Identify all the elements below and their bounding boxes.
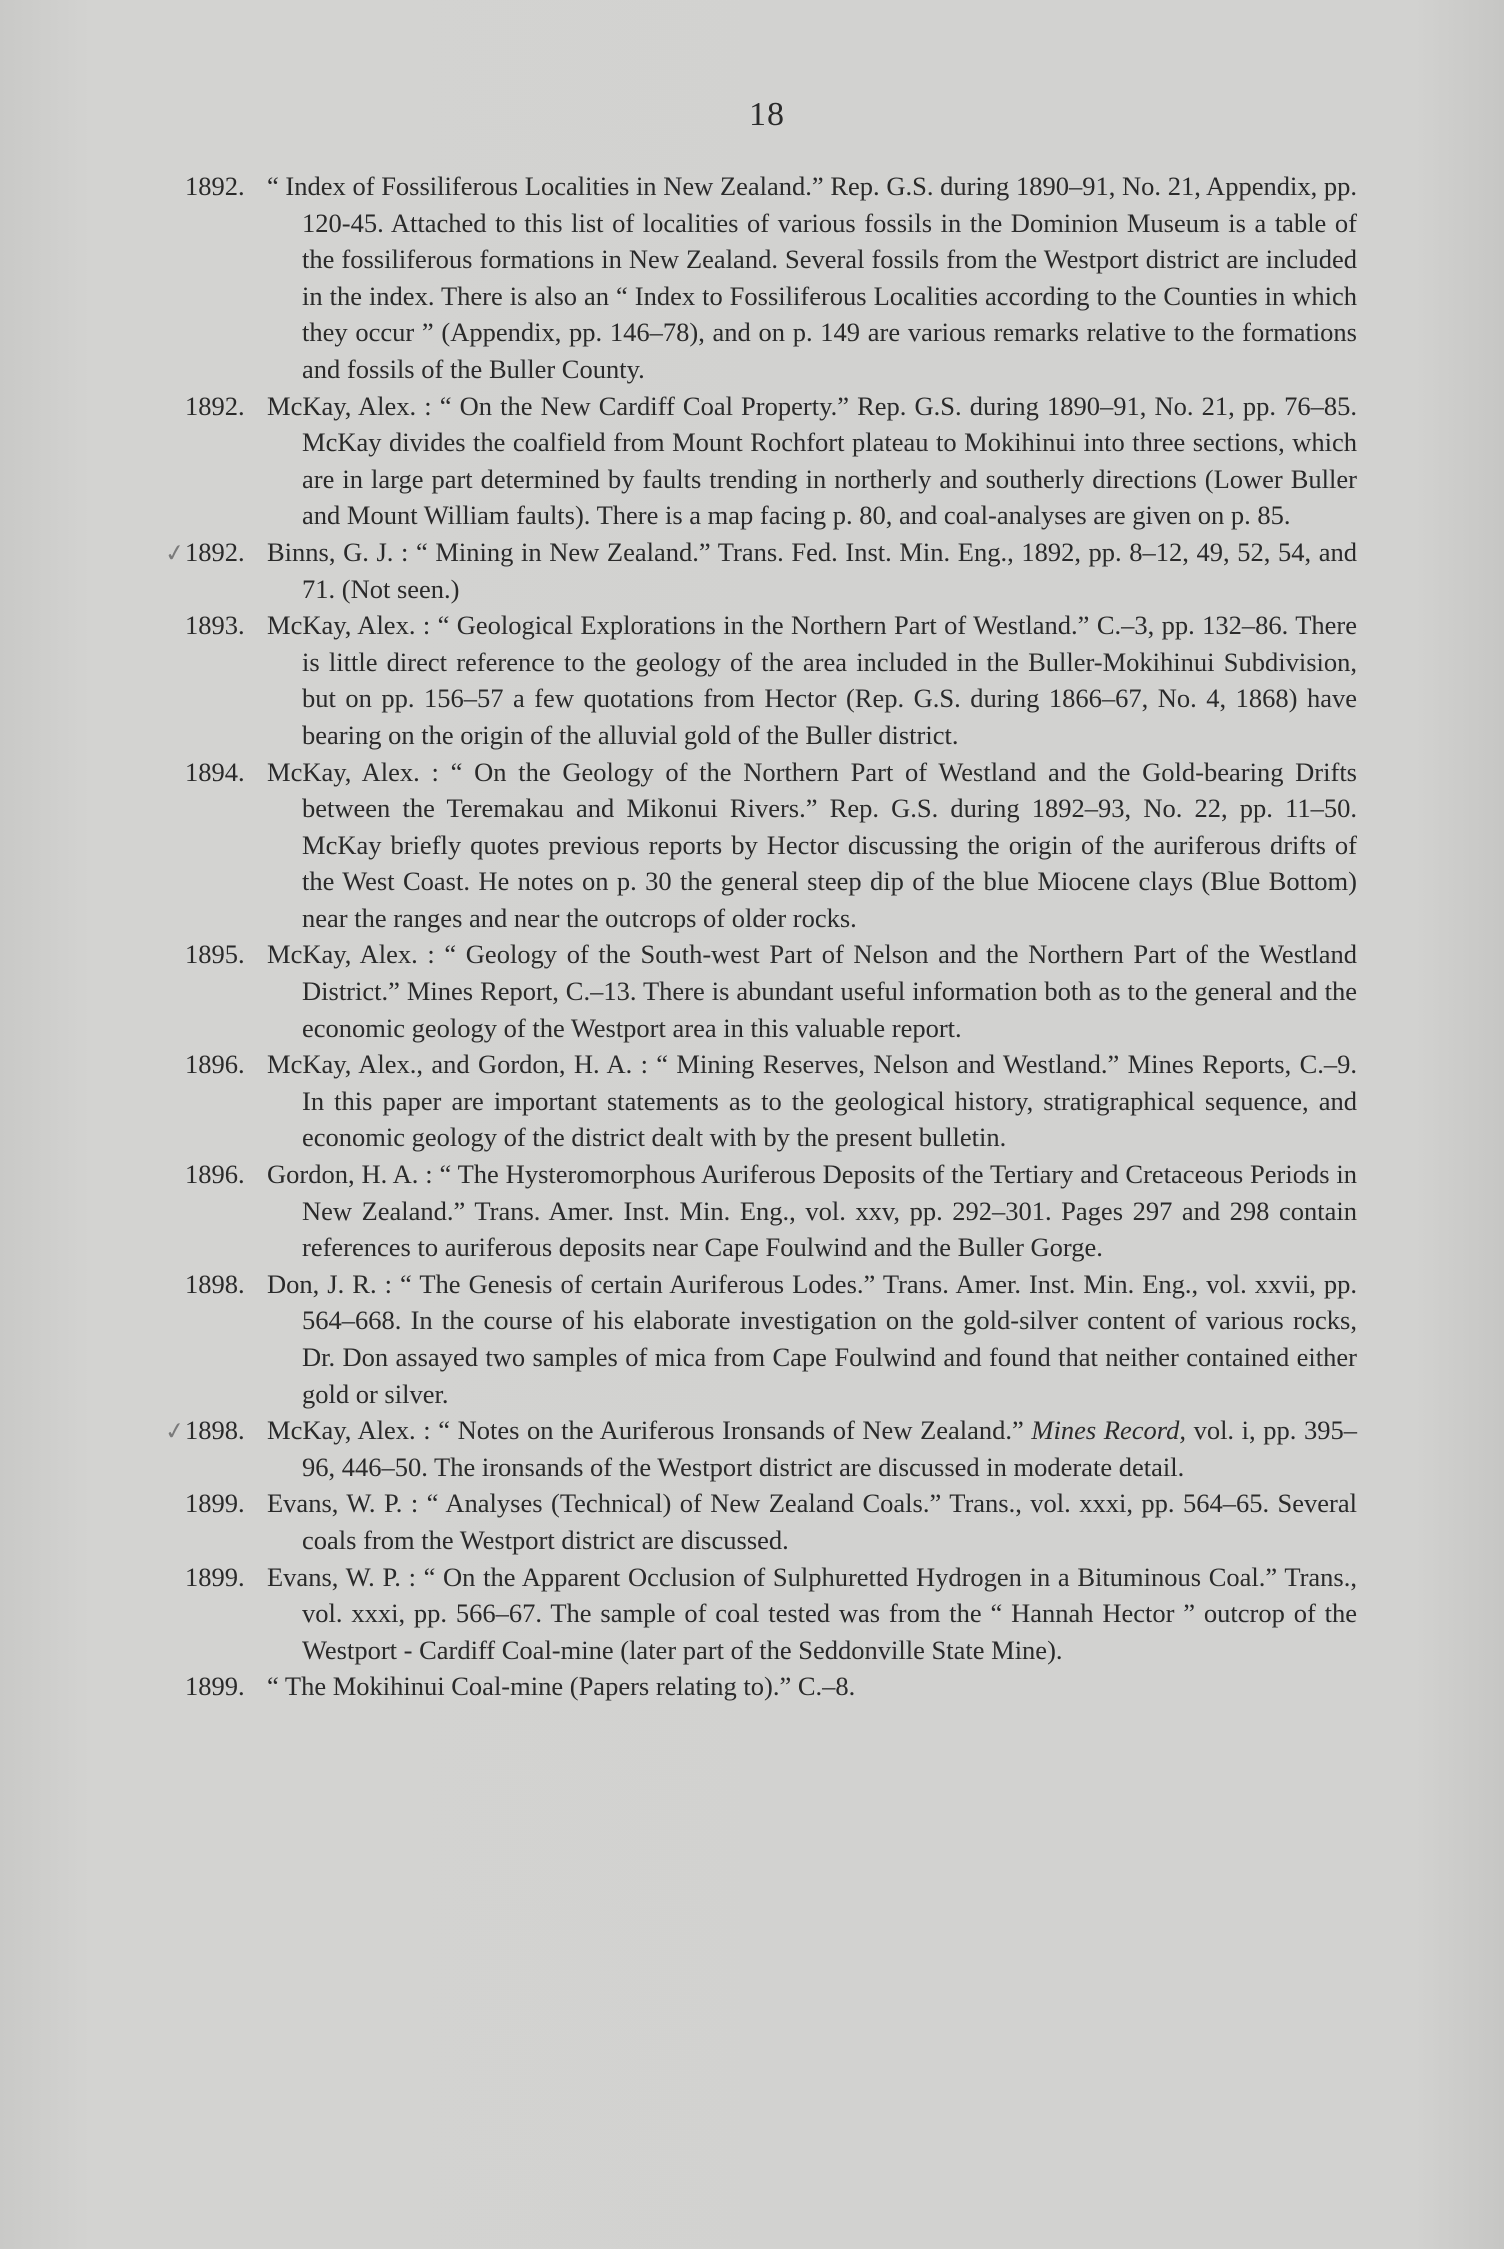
bibliography-entry [185, 1266, 1357, 1412]
entry-year: 1892. [185, 536, 245, 567]
entry-text: McKay, Alex., and Gordon, H. A. : “ Mining Reserves, Nelson and Westland.” Mines Reports, C.–9. In this paper are important statements as to the geological history, stratigraphical sequence, and economic geology of the district dealt with by the present bulletin. [267, 1049, 1357, 1153]
entry-text: McKay, Alex. : “ Geology of the South-west Part of Nelson and the Northern Part of the Westland District.” Mines Report, C.–13. There is abundant useful information both as to the general and the economic geology of the Westport area in this valuable report. [267, 939, 1357, 1043]
pencil-check-mark-icon: ✓ [163, 539, 187, 569]
entry-text: McKay, Alex. : “ On the Geology of the Northern Part of Westland and the Gold-bearing Drifts between the Teremakau and Mikonui Rivers.” Rep. G.S. during 1892–93, No. 22, pp. 11–50. McKay briefly quotes previous reports by Hector discussing the origin of the auriferous drifts of the West Coast. He notes on p. 30 the general steep dip of the blue Miocene clays (Blue Bottom) near the ranges and near the outcrops of older rocks. [267, 756, 1357, 933]
bibliography-entry [185, 1668, 1357, 1705]
bibliography-entry [185, 754, 1357, 937]
entry-year: 1898. [185, 1415, 245, 1446]
bibliography-entry [185, 607, 1357, 753]
bibliography-list [163, 168, 1357, 1705]
pencil-check-mark-icon: ✓ [163, 1417, 187, 1447]
entry-text: Don, J. R. : “ The Genesis of certain Auriferous Lodes.” Trans. Amer. Inst. Min. Eng., vol. xxvii, pp. 564–668. In the course of his elaborate investigation on the gold-silver content of various rocks, Dr. Don assayed two samples of mica from Cape Foulwind and found that neither contained either gold or silver. [267, 1268, 1357, 1409]
entry-text-before-italic: McKay, Alex. : “ Notes on the Auriferous Ironsands of New Zealand.” [267, 1415, 1032, 1446]
bibliography-entry [185, 168, 1357, 388]
entry-italic-title: Mines Record, [1031, 1415, 1186, 1446]
entry-year: 1896. [185, 1049, 245, 1080]
entry-text: Gordon, H. A. : “ The Hysteromorphous Auriferous Deposits of the Tertiary and Cretaceous Periods in New Zealand.” Trans. Amer. Inst. Min. Eng., vol. xxv, pp. 292–301. Pages 297 and 298 contain references to auriferous deposits near Cape Foulwind and the Buller Gorge. [267, 1159, 1357, 1263]
entry-year: 1894. [185, 756, 245, 787]
entry-year: 1892. [185, 390, 245, 421]
entry-year: 1899. [185, 1488, 245, 1519]
entry-text-after-italic: vol. i, pp. 395–96, 446–50. The ironsands of the Westport district are discussed in moderate detail. [302, 1415, 1357, 1482]
entry-year: 1898. [185, 1268, 245, 1299]
entry-text: Evans, W. P. : “ On the Apparent Occlusion of Sulphuretted Hydrogen in a Bituminous Coal.” Trans., vol. xxxi, pp. 566–67. The sample of coal tested was from the “ Hannah Hector ” outcrop of the Westport - Cardiff Coal-mine (later part of the Seddonville State Mine). [267, 1561, 1357, 1665]
entry-year: 1892. [185, 171, 245, 201]
bibliography-entry [185, 1559, 1357, 1669]
entry-text: McKay, Alex. : “ On the New Cardiff Coal Property.” Rep. G.S. during 1890–91, No. 21, pp. 76–85. McKay divides the coalfield from Mount Rochfort plateau to Mokihinui into three sections, which are in large part determined by faults trending in northerly and southerly directions (Lower Buller and Mount William faults). There is a map facing p. 80, and coal-analyses are given on p. 85. [267, 390, 1357, 531]
bibliography-entry [163, 534, 1357, 607]
entry-year: 1896. [185, 1159, 245, 1190]
bibliography-entry [185, 1485, 1357, 1558]
entry-text: McKay, Alex. : “ Geological Explorations in the Northern Part of Westland.” C.–3, pp. 132–86. There is little direct reference to the geology of the area included in the Buller-Mokihinui Subdivision, but on pp. 156–57 a few quotations from Hector (Rep. G.S. during 1866–67, No. 4, 1868) have bearing on the origin of the alluvial gold of the Buller district. [267, 610, 1357, 750]
bibliography-entry [185, 1046, 1357, 1156]
bibliography-entry [163, 1412, 1357, 1485]
entry-year: 1899. [185, 1671, 245, 1702]
entry-text: “ Index of Fossiliferous Localities in New Zealand.” Rep. G.S. during 1890–91, No. 21, Appendix, pp. 120-45. Attached to this list of localities of various fossils in the Dominion Museum is a table of the fossiliferous formations in New Zealand. Several fossils from the Westport district are included in the index. There is also an “ Index to Fossiliferous Localities according to the Counties in which they occur ” (Appendix, pp. 146–78), and on p. 149 are various remarks relative to the formations and fossils of the Buller County. [267, 171, 1357, 384]
entry-year: 1895. [185, 939, 245, 970]
bibliography-entry [185, 936, 1357, 1046]
bibliography-entry [185, 1156, 1357, 1266]
entry-text: Evans, W. P. : “ Analyses (Technical) of New Zealand Coals.” Trans., vol. xxxi, pp. 564–65. Several coals from the Westport district are discussed. [267, 1488, 1357, 1555]
bibliography-entry [185, 388, 1357, 534]
entry-text: “ The Mokihinui Coal-mine (Papers relating to).” C.–8. [267, 1671, 856, 1702]
entry-year: 1899. [185, 1561, 245, 1592]
page-number: 18 [749, 96, 785, 133]
entry-text: Binns, G. J. : “ Mining in New Zealand.” Trans. Fed. Inst. Min. Eng., 1892, pp. 8–12, 49, 52, 54, and 71. (Not seen.) [267, 536, 1357, 604]
entry-year: 1893. [185, 610, 245, 641]
